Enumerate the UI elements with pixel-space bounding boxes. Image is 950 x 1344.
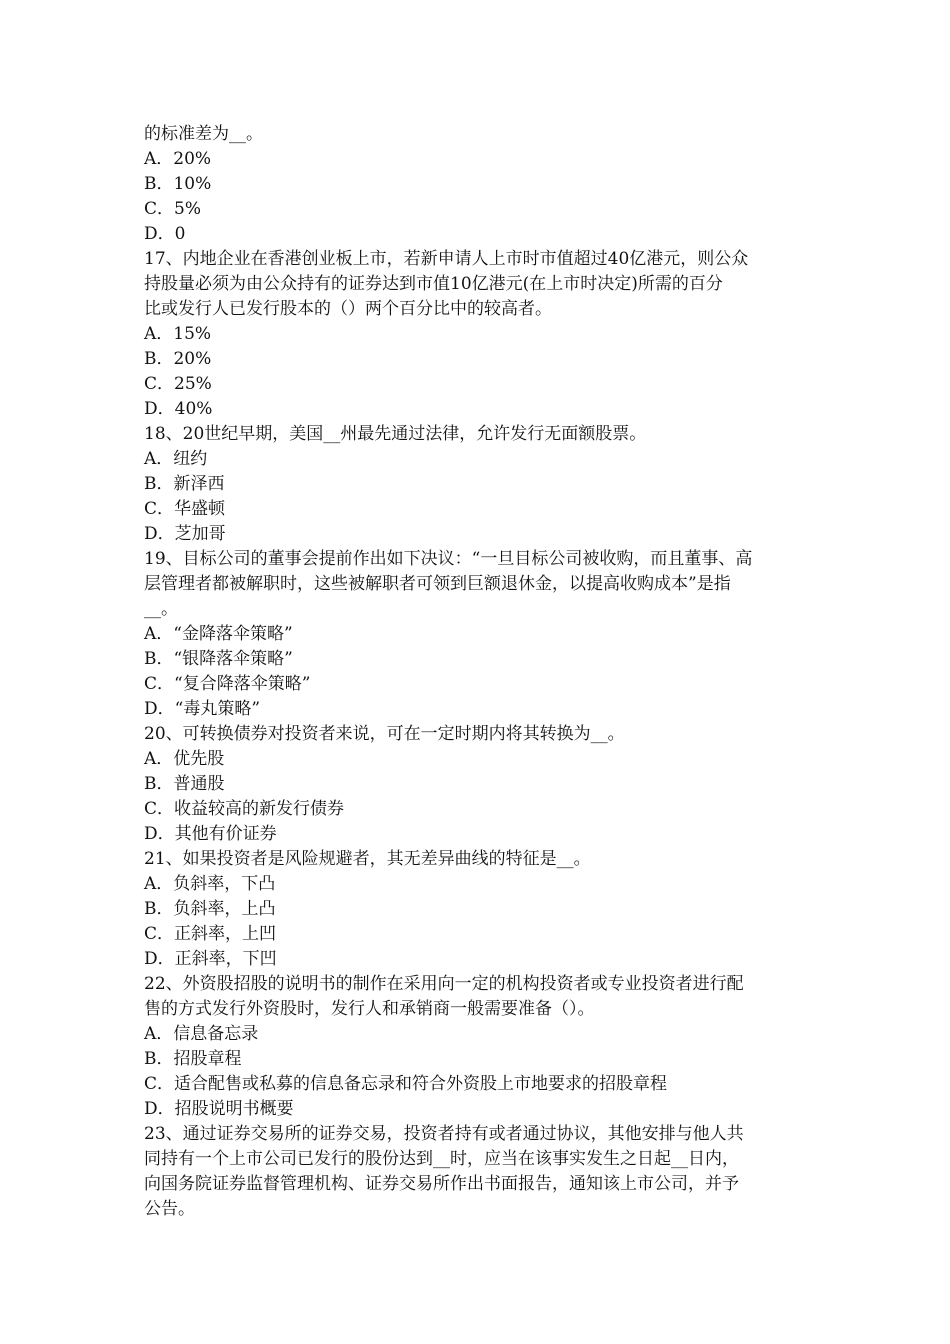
question-text-line: 18、20世纪早期，美国__州最先通过法律，允许发行无面额股票。 xyxy=(144,424,647,444)
answer-option: A．负斜率，下凸 xyxy=(144,874,276,894)
answer-option: C．收益较高的新发行债券 xyxy=(144,799,345,819)
question-text-line: 层管理者都被解职时，这些被解职者可领到巨额退休金，以提高收购成本”是指 xyxy=(144,574,731,594)
question-text-line: 同持有一个上市公司已发行的股份达到__时，应当在该事实发生之日起__日内， xyxy=(144,1149,739,1169)
answer-option: B．普通股 xyxy=(144,774,225,794)
question-q21 xyxy=(144,847,810,972)
question-text-line: 23、通过证券交易所的证券交易，投资者持有或者通过协议，其他安排与他人共 xyxy=(144,1124,744,1144)
answer-option: B．20% xyxy=(144,349,212,369)
answer-option: C．25% xyxy=(144,374,212,394)
question-text-line: 持股量必须为由公众持有的证券达到市值10亿港元(在上市时决定)所需的百分 xyxy=(144,274,723,294)
answer-option: D．“毒丸策略” xyxy=(144,699,261,719)
answer-option: B．10% xyxy=(144,174,212,194)
question-q19 xyxy=(144,547,810,722)
question-text-line: 17、内地企业在香港创业板上市，若新申请人上市时市值超过40亿港元，则公众 xyxy=(144,249,749,269)
question-q18 xyxy=(144,422,810,547)
answer-option: B．负斜率，上凸 xyxy=(144,899,276,919)
question-text-line: 19、目标公司的董事会提前作出如下决议：“一旦目标公司被收购，而且董事、高 xyxy=(144,549,753,569)
answer-option: C．适合配售或私募的信息备忘录和符合外资股上市地要求的招股章程 xyxy=(144,1074,668,1094)
question-q17 xyxy=(144,247,810,422)
answer-option: D．40% xyxy=(144,399,213,419)
question-q22 xyxy=(144,972,810,1122)
answer-option: C．正斜率，上凹 xyxy=(144,924,277,944)
document-page xyxy=(144,122,810,1222)
answer-option: C．5% xyxy=(144,199,201,219)
answer-option: A．信息备忘录 xyxy=(144,1024,259,1044)
answer-option: B．“银降落伞策略” xyxy=(144,649,293,669)
question-text-line: __。 xyxy=(144,599,178,619)
question-q20 xyxy=(144,722,810,847)
question-text-line: 21、如果投资者是风险规避者，其无差异曲线的特征是__。 xyxy=(144,849,591,869)
answer-option: B．新泽西 xyxy=(144,474,225,494)
question-q16-tail xyxy=(144,147,810,247)
question-text-line: 向国务院证券监督管理机构、证券交易所作出书面报告，通知该上市公司，并予 xyxy=(144,1174,739,1194)
answer-option: B．招股章程 xyxy=(144,1049,242,1069)
answer-option: D．招股说明书概要 xyxy=(144,1099,294,1119)
answer-option: A．纽约 xyxy=(144,449,208,469)
question-text-line: 22、外资股招股的说明书的制作在采用向一定的机构投资者或专业投资者进行配 xyxy=(144,974,744,994)
question-list xyxy=(144,147,810,1222)
answer-option: D．正斜率，下凹 xyxy=(144,949,277,969)
answer-option: D．其他有价证券 xyxy=(144,824,277,844)
answer-option: A．“金降落伞策略” xyxy=(144,624,293,644)
answer-option: C．华盛顿 xyxy=(144,499,226,519)
answer-option: A．15% xyxy=(144,324,212,344)
question-q23 xyxy=(144,1122,810,1222)
answer-option: D．芝加哥 xyxy=(144,524,226,544)
question-text-line: 售的方式发行外资股时，发行人和承销商一般需要准备（）。 xyxy=(144,999,595,1019)
answer-option: A．优先股 xyxy=(144,749,225,769)
question-text-line: 20、可转换债券对投资者来说，可在一定时期内将其转换为__。 xyxy=(144,724,625,744)
answer-option: A．20% xyxy=(144,149,212,169)
answer-option: C．“复合降落伞策略” xyxy=(144,674,311,694)
question-text-line: 比或发行人已发行股本的（）两个百分比中的较高者。 xyxy=(144,299,552,319)
question-fragment: 的标准差为__。 xyxy=(144,124,263,144)
question-text-line: 公告。 xyxy=(144,1199,195,1219)
answer-option: D．0 xyxy=(144,224,186,244)
